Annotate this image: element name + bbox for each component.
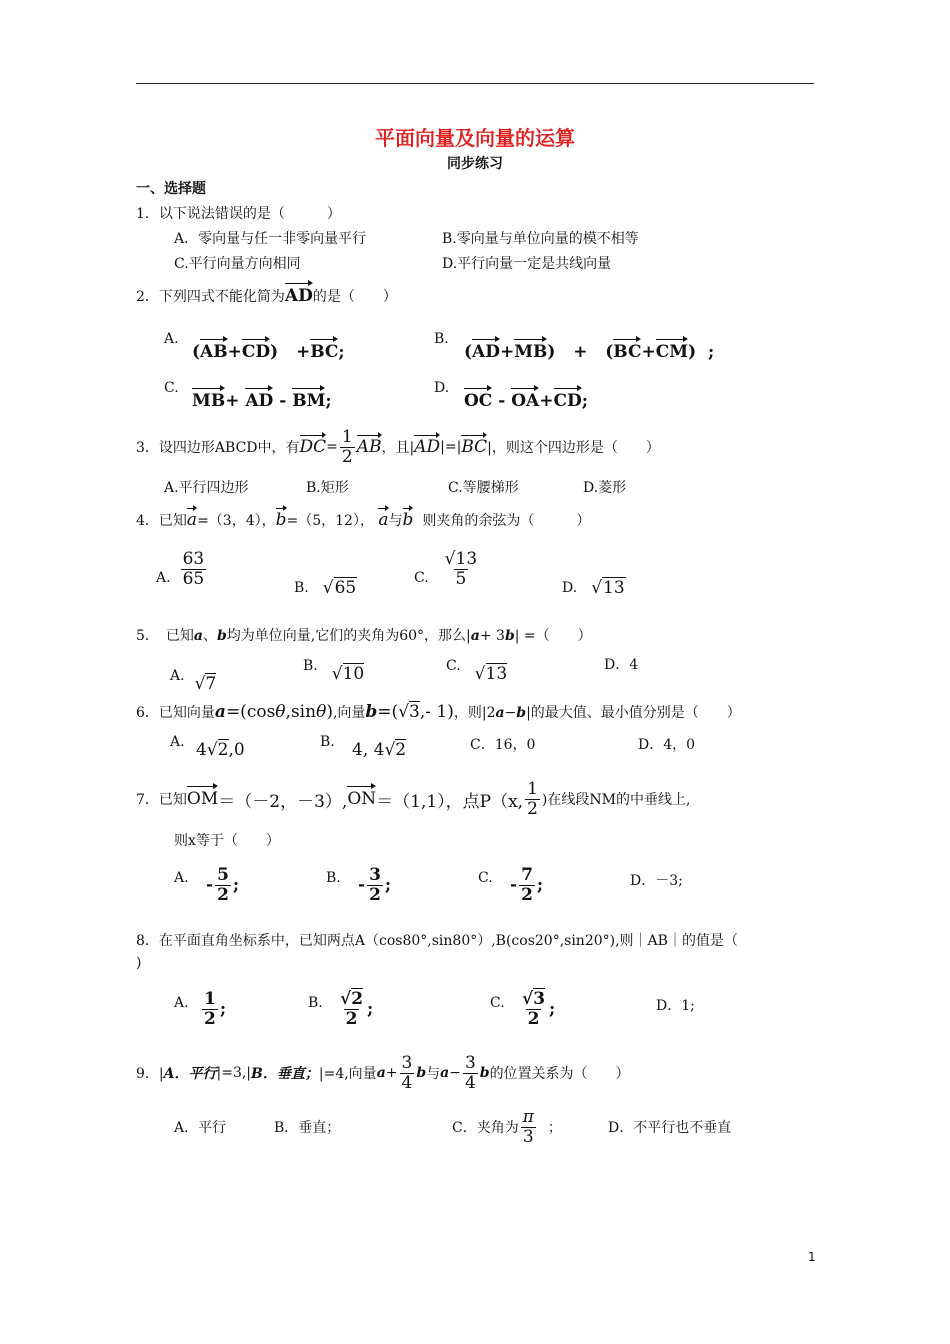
q2-option-b-expr: (AD+MB) + (BC+CM) ; xyxy=(464,342,715,362)
q4-option-d: D. √13 xyxy=(562,578,625,598)
q3-post: |，则这个四边形是（ ） xyxy=(487,440,660,457)
page-title: 平面向量及向量的运算 xyxy=(375,126,575,150)
q1-option-d: D.平行向量一定是共线向量 xyxy=(442,256,612,272)
q7-vector-om: OM xyxy=(186,789,219,810)
q3-option-a: A.平行四边形 xyxy=(164,480,249,496)
q8-option-b-value: $\frac{√2}{2}$ ; xyxy=(340,989,374,1029)
q3-vector-ad: AD xyxy=(414,437,441,458)
q2-option-d-expr: OC - OA+CD; xyxy=(464,391,589,411)
q3-option-b: B.矩形 xyxy=(306,480,349,496)
page-number: 1 xyxy=(808,1250,816,1264)
q8-line1: 8．在平面直角坐标系中，已知两点A（cos80°,sin80°）,B(cos20°,sin20°),则｜AB｜的值是（ xyxy=(136,933,738,949)
q8-option-b-label: B. xyxy=(308,995,323,1011)
q7-option-c-value: - $\frac{7}{2}$ ; xyxy=(510,865,544,905)
q6-option-c: C．16，0 xyxy=(470,737,536,753)
q8-option-a-label: A. xyxy=(174,995,189,1011)
q8-option-c-label: C. xyxy=(490,995,505,1011)
q8-option-c-value: $\frac{√3}{2}$ ; xyxy=(522,989,556,1029)
q7-stem: 7．已知 OM ＝（－2，－3）, ON ＝（1,1），点P（x, $\frac{1}{2}$ )在线段NM的中垂线上, xyxy=(136,779,691,819)
q1-option-a: A．零向量与任一非零向量平行 xyxy=(174,231,367,247)
q5-option-a: A. √7 xyxy=(170,668,217,694)
q8-option-d: D．1; xyxy=(656,998,695,1014)
q2-stem-post: 的是（ ） xyxy=(312,289,397,305)
q3-vector-ab: AB xyxy=(356,437,382,458)
q3-stem xyxy=(136,428,660,466)
q3-mid: ，且| xyxy=(381,440,415,457)
header-rule xyxy=(136,83,814,84)
q3-fraction: $\frac{1}{2}$ xyxy=(341,427,353,467)
q1-stem: 1．以下说法错误的是（ ） xyxy=(136,206,341,222)
q5-stem: 5． 已知a、b均为单位向量,它们的夹角为60°，那么|a+ 3b| =（ ） xyxy=(136,628,592,644)
q1-option-b: B.零向量与单位向量的模不相等 xyxy=(442,231,639,247)
q2-option-b-label: B. xyxy=(434,331,449,347)
q3-stem-pre: 3．设四边形ABCD中，有 xyxy=(136,440,300,457)
q4-vector-b: b xyxy=(275,510,287,530)
q7-option-a-label: A. xyxy=(174,870,189,886)
q2-stem-vector: AD xyxy=(284,286,313,306)
section-heading: 一、选择题 xyxy=(136,181,206,197)
q8-line2: ) xyxy=(136,955,142,971)
q3-mid2: |=| xyxy=(440,439,462,456)
q1-option-c: C.平行向量方向相同 xyxy=(174,256,301,272)
q3-equals: = xyxy=(326,439,338,456)
q3-option-c: C.等腰梯形 xyxy=(448,480,519,496)
q5-option-b: B. √10 xyxy=(303,658,365,684)
q7-option-a-value: - $\frac{5}{2}$ ; xyxy=(206,865,240,905)
q2-option-c-label: C. xyxy=(164,380,179,396)
q6-option-b-label: B. xyxy=(320,734,335,750)
q5-option-c: C. √13 xyxy=(446,658,508,684)
q9-option-d: D．不平行也不垂直 xyxy=(608,1120,732,1136)
q4-option-a: A. $\frac{63}{65}$ xyxy=(156,549,205,589)
page-subtitle: 同步练习 xyxy=(447,156,503,172)
q2-stem xyxy=(136,286,397,306)
q9-stem: 9．| A．平行 |=3,| B．垂直； |=4,向量 a + $\frac{3}{4}$ b 与 a − $\frac{3}{4}$ b 的位置关系为（ ） xyxy=(136,1053,630,1093)
q3-vector-dc: DC xyxy=(299,437,327,458)
q6-option-a-label: A. xyxy=(170,734,185,750)
q2-stem-pre: 2．下列四式不能化简为 xyxy=(136,289,285,305)
q7-option-b-value: - $\frac{3}{2}$ ; xyxy=(358,865,392,905)
q2-option-a-label: A. xyxy=(164,331,179,347)
q3-vector-bc: BC xyxy=(461,437,488,458)
q7-line2: 则x等于（ ） xyxy=(174,833,280,849)
q6-stem: 6．已知向量a=(cosθ,sinθ),向量b=(√3,- 1)，则|2a−b|的最大值、最小值分别是（ ） xyxy=(136,702,741,722)
q4-vector-a: a xyxy=(186,510,198,530)
q4-option-b: B. √65 xyxy=(294,578,357,598)
q2-option-a-expr: (AB+CD) +BC; xyxy=(192,342,345,362)
q4-option-c: C. $\frac{√13}{5}$ xyxy=(414,549,478,589)
q2-option-d-label: D. xyxy=(434,380,450,396)
q6-option-b-value: 4, 4√2 xyxy=(352,740,407,760)
q6-option-a-value: 4√2,0 xyxy=(196,740,245,760)
q9-option-c: C．夹角为 $\frac{\pi}{3}$ ； xyxy=(452,1107,562,1147)
q7-option-c-label: C. xyxy=(478,870,493,886)
q6-option-d: D．4，0 xyxy=(638,737,696,753)
q3-option-d: D.菱形 xyxy=(583,480,627,496)
q8-option-a-value: $\frac{1}{2}$ ; xyxy=(204,989,227,1029)
q7-option-d: D．－3; xyxy=(630,873,683,889)
q4-stem: 4．已知a=（3，4），b=（5，12）， a与b 则夹角的余弦为（ ） xyxy=(136,510,591,530)
q9-option-b: B．垂直； xyxy=(274,1120,341,1136)
q5-option-d: D．4 xyxy=(604,657,639,673)
q7-option-b-label: B. xyxy=(326,870,341,886)
q7-vector-on: ON xyxy=(347,789,377,810)
q2-option-c-expr: MB+ AD - BM; xyxy=(192,391,332,411)
q9-option-a: A．平行 xyxy=(174,1120,227,1136)
